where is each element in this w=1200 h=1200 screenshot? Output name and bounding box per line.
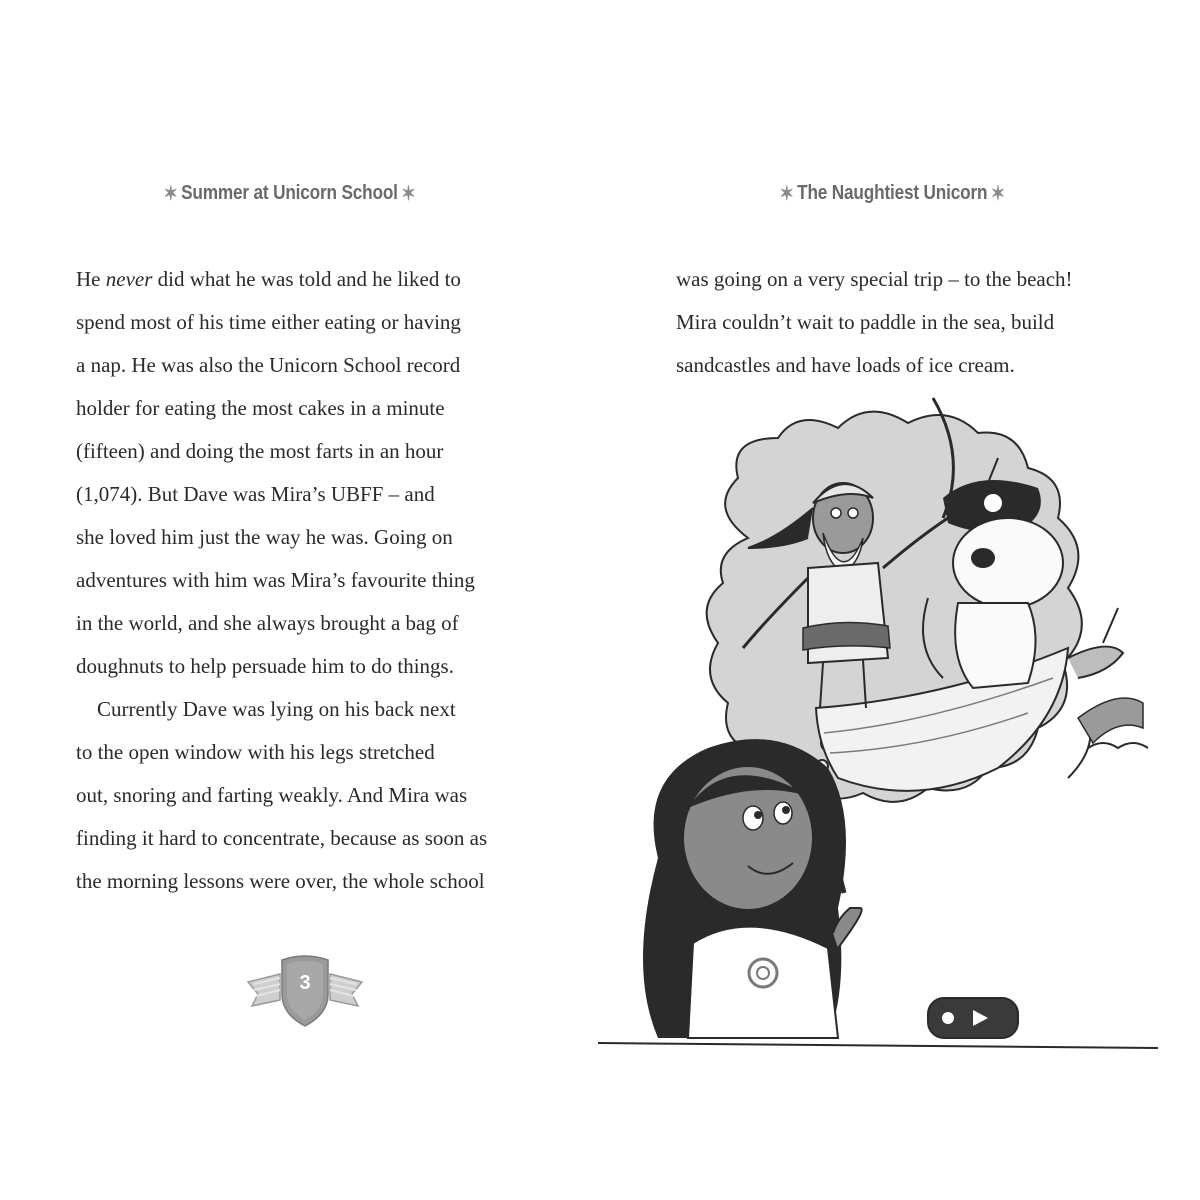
mira-character (643, 739, 862, 1038)
text-line: the morning lessons were over, the whole school (76, 869, 485, 893)
page-number-badge (246, 950, 364, 1030)
text-line: in the world, and she always brought a bag of (76, 611, 459, 635)
text-line: out, snoring and farting weakly. And Mira was (76, 783, 468, 807)
left-running-head (160, 176, 419, 210)
star-icon: ✶ (163, 182, 178, 205)
text-line: spend most of his time either eating or having (76, 310, 461, 334)
sea-waves (1088, 743, 1148, 748)
star-icon: ✶ (779, 182, 794, 205)
emphasis-never: never (105, 267, 153, 291)
left-page-body (76, 258, 546, 903)
star-icon: ✶ (401, 182, 416, 205)
text-line: (1,074). But Dave was Mira’s UBFF – and (76, 482, 435, 506)
text-line: doughnuts to help persuade him to do things. (76, 654, 454, 678)
text-line: was going on a very special trip – to the beach! (676, 267, 1073, 291)
text-line: to the open window with his legs stretched (76, 740, 435, 764)
star-icon: ✶ (990, 182, 1006, 205)
left-running-head-title: Summer at Unicorn School (181, 181, 398, 204)
text-line: Mira couldn’t wait to paddle in the sea, build (676, 310, 1055, 334)
text-line: sandcastles and have loads of ice cream. (676, 353, 1015, 377)
text-line: she loved him just the way he was. Going on (76, 525, 453, 549)
right-running-head-title: The Naughtiest Unicorn (797, 181, 988, 204)
text-line-paragraph-start: Currently Dave was lying on his back next (97, 697, 456, 721)
text-line: (fifteen) and doing the most farts in an hour (76, 439, 444, 463)
text-line: adventures with him was Mira’s favourite thing (76, 568, 475, 592)
desk-edge (598, 1043, 1158, 1048)
illustration-mira-daydreaming (598, 388, 1158, 1068)
text-line: He never did what he was told and he liked to (76, 267, 461, 291)
text-line: holder for eating the most cakes in a minute (76, 396, 445, 420)
text-line: finding it hard to concentrate, because as soon as (76, 826, 488, 850)
right-running-head (776, 176, 1008, 210)
text-line: a nap. He was also the Unicorn School record (76, 353, 461, 377)
right-page-body (676, 258, 1146, 387)
pencil-case (928, 998, 1018, 1038)
page-number: 3 (299, 972, 311, 994)
